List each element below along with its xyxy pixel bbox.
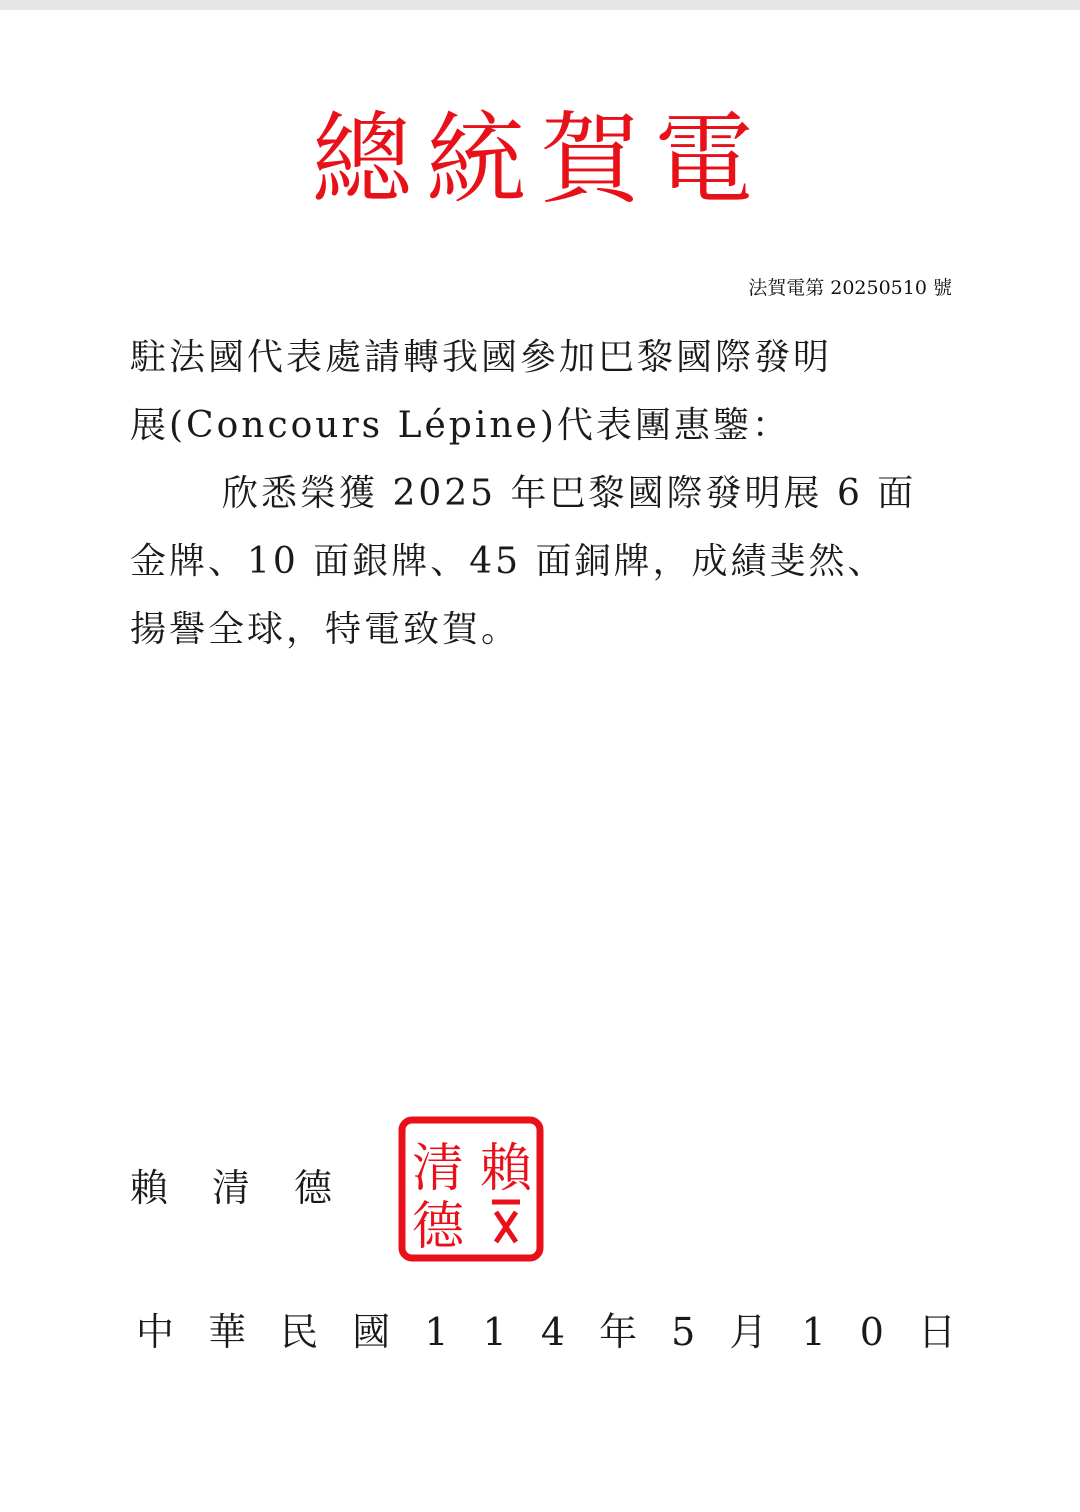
letter-body [130, 324, 960, 664]
date-part: 中 [136, 1310, 175, 1354]
seal-char-de: 德 [411, 1197, 465, 1257]
date-part: 華 [208, 1310, 247, 1354]
date-part: 國 [352, 1310, 391, 1354]
date-part: 1 [482, 1310, 507, 1354]
presidential-seal-stamp [396, 1114, 546, 1264]
body-line-5: 揚譽全球，特電致賀。 [130, 609, 521, 650]
date-part: 1 [424, 1310, 449, 1354]
date-part: 5 [671, 1310, 696, 1354]
seal-icon [396, 1114, 546, 1264]
top-bar [0, 0, 1080, 10]
body-line-1: 駐法國代表處請轉我國參加巴黎國際發明 [130, 337, 833, 378]
date-part: 4 [540, 1310, 565, 1354]
body-line-2: 展(Concours Lépine)代表團惠鑒： [130, 405, 791, 446]
date-part: 民 [280, 1310, 319, 1354]
seal-char-lai: 賴 [479, 1139, 533, 1199]
date-part: 日 [917, 1310, 956, 1354]
body-line-4: 金牌、10 面銀牌、45 面銅牌，成績斐然、 [130, 541, 887, 582]
date-part: 1 [801, 1310, 826, 1354]
date-line [136, 1304, 956, 1360]
signer-name: 賴清德 [130, 1166, 377, 1210]
date-part: 0 [859, 1310, 884, 1354]
date-part: 月 [729, 1310, 768, 1354]
date-part: 年 [599, 1310, 638, 1354]
document-title: 總統賀電 [312, 101, 768, 218]
seal-char-qing: 清 [411, 1139, 465, 1199]
body-line-3: 欣悉榮獲 2025 年巴黎國際發明展 6 面 [222, 473, 917, 514]
reference-number: 法賀電第 20250510 號 [748, 277, 952, 299]
